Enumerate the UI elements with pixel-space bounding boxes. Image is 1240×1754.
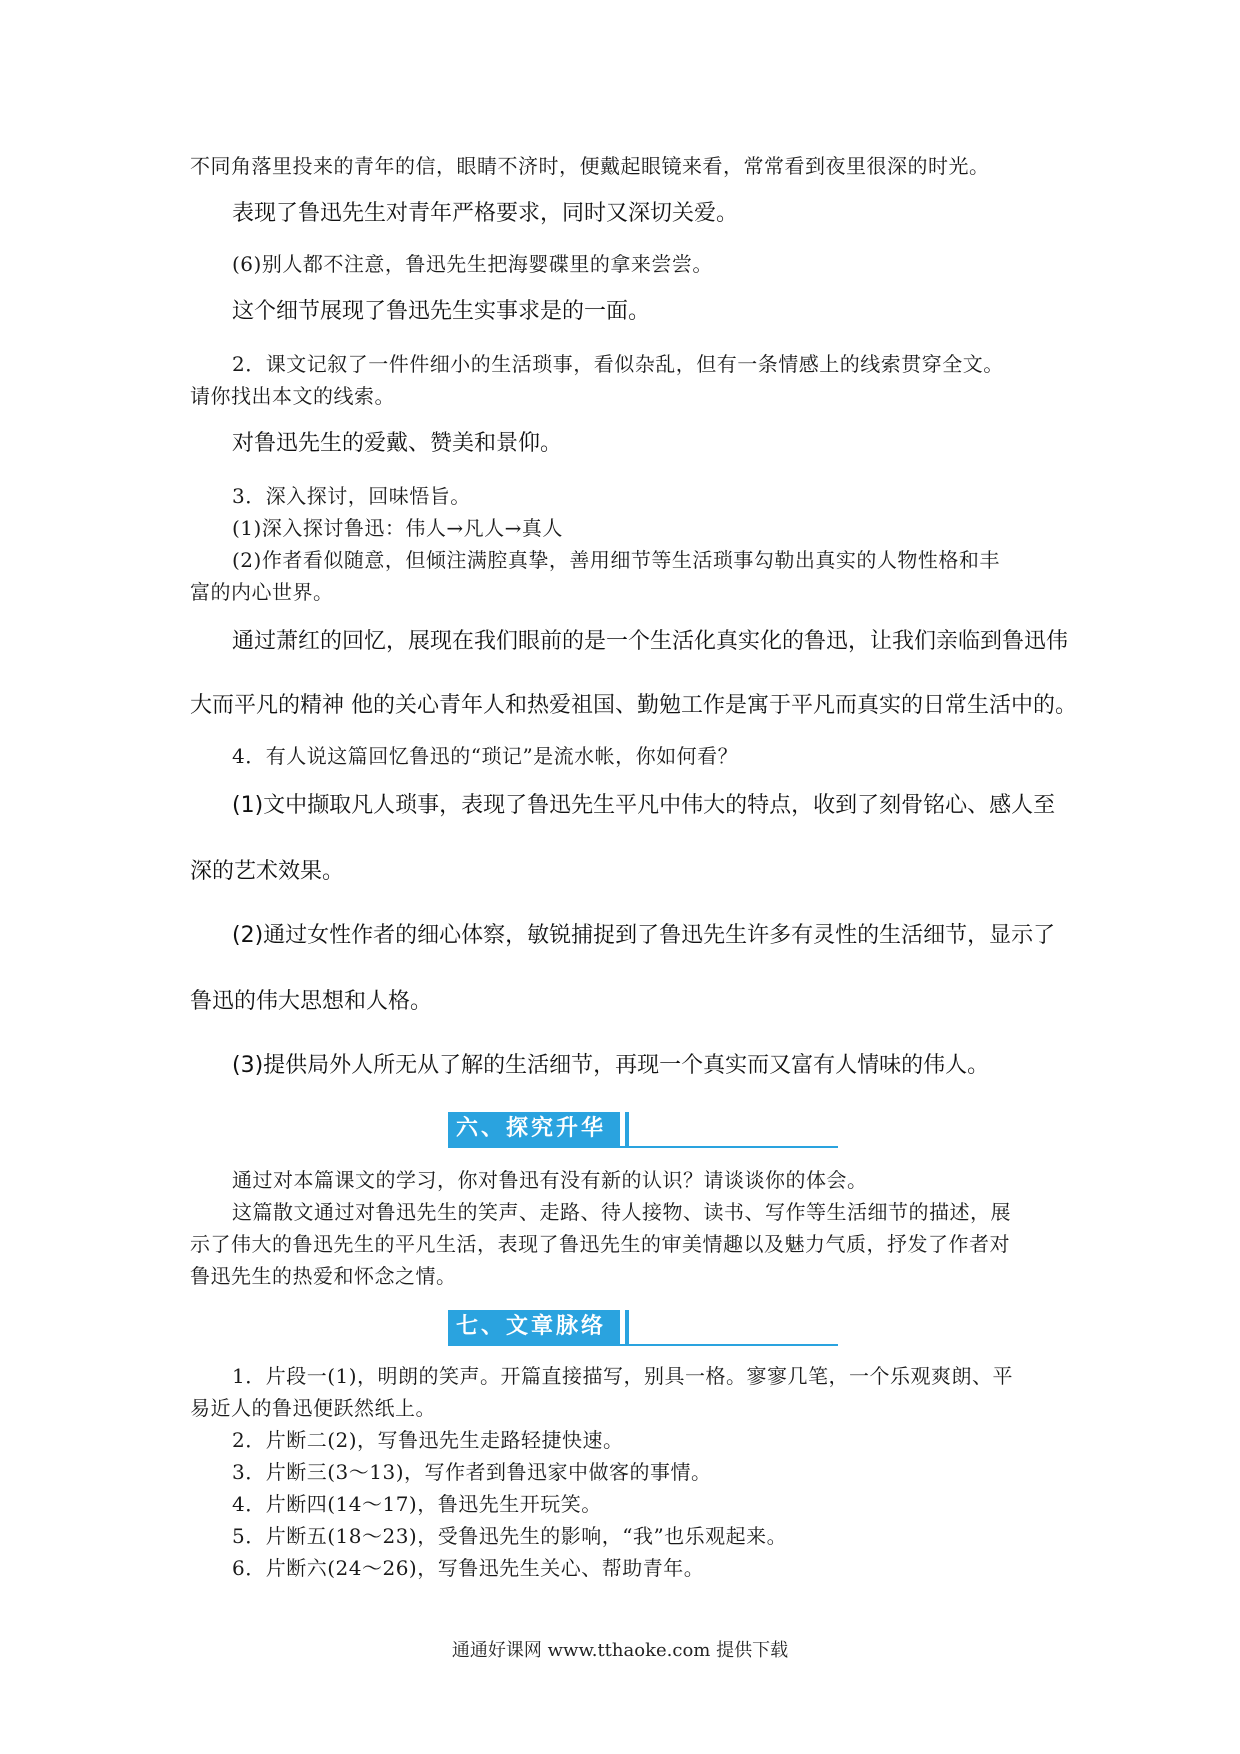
body-text-line: (6)别人都不注意，鲁迅先生把海婴碟里的拿来尝尝。 (232, 252, 713, 276)
body-text-line: 示了伟大的鲁迅先生的平凡生活，表现了鲁迅先生的审美情趣以及魅力气质，抒发了作者对 (190, 1232, 1010, 1256)
answer-text: 鲁迅的伟大思想和人格。 (190, 989, 433, 1014)
section-heading-6 (448, 1112, 838, 1148)
list-item: 6．片断六(24～26)，写鲁迅先生关心、帮助青年。 (232, 1556, 705, 1580)
answer-text: 这个细节展现了鲁迅先生实事求是的一面。 (232, 299, 651, 324)
list-item: 5．片断五(18～23)，受鲁迅先生的影响，“我”也乐观起来。 (232, 1524, 788, 1548)
list-item: 1．片段一(1)，明朗的笑声。开篇直接描写，别具一格。寥寥几笔，一个乐观爽朗、平 (232, 1364, 1014, 1388)
question-text: 4．有人说这篇回忆鲁迅的“琐记”是流水帐，你如何看？ (232, 744, 739, 768)
list-item: 3．片断三(3～13)，写作者到鲁迅家中做客的事情。 (232, 1460, 712, 1484)
body-text-line: 富的内心世界。 (190, 580, 334, 604)
answer-text: 深的艺术效果。 (190, 859, 345, 884)
list-item: 4．片断四(14～17)，鲁迅先生开玩笑。 (232, 1492, 602, 1516)
answer-text: 对鲁迅先生的爱戴、赞美和景仰。 (232, 431, 563, 456)
question-text: 3．深入探讨，回味悟旨。 (232, 484, 471, 508)
body-text-line: 不同角落里投来的青年的信，眼睛不济时，便戴起眼镜来看，常常看到夜里很深的时光。 (190, 154, 990, 178)
answer-text: 通过萧红的回忆，展现在我们眼前的是一个生活化真实化的鲁迅，让我们亲临到鲁迅伟 (232, 629, 1069, 654)
answer-text: (2)通过女性作者的细心体察，敏锐捕捉到了鲁迅先生许多有灵性的生活细节，显示了 (232, 923, 1056, 948)
section-heading-label: 七、文章脉络 (448, 1310, 625, 1344)
body-text-line: (2)作者看似随意，但倾注满腔真挚，善用细节等生活琐事勾勒出真实的人物性格和丰 (232, 548, 1000, 572)
body-text-line: 这篇散文通过对鲁迅先生的笑声、走路、待人接物、读书、写作等生活细节的描述，展 (232, 1200, 1011, 1224)
section-heading-label: 六、探究升华 (448, 1112, 625, 1146)
answer-text: 大而平凡的精神 他的关心青年人和热爱祖国、勤勉工作是寓于平凡而真实的日常生活中的。 (190, 693, 1077, 718)
question-text: 2．课文记叙了一件件细小的生活琐事，看似杂乱，但有一条情感上的线索贯穿全文。 (232, 352, 1004, 376)
answer-text: (1)文中撷取凡人琐事，表现了鲁迅先生平凡中伟大的特点，收到了刻骨铭心、感人至 (232, 793, 1056, 818)
list-item: 易近人的鲁迅便跃然纸上。 (190, 1396, 436, 1420)
question-text: 通过对本篇课文的学习，你对鲁迅有没有新的认识？请谈谈你的体会。 (232, 1168, 868, 1192)
section-heading-rule (448, 1344, 838, 1346)
question-text: 请你找出本文的线索。 (190, 384, 395, 408)
answer-text: 表现了鲁迅先生对青年严格要求，同时又深切关爱。 (232, 201, 739, 226)
list-item: 2．片断二(2)，写鲁迅先生走路轻捷快速。 (232, 1428, 624, 1452)
answer-text: (3)提供局外人所无从了解的生活细节，再现一个真实而又富有人情味的伟人。 (232, 1053, 990, 1078)
body-text-line: 鲁迅先生的热爱和怀念之情。 (190, 1264, 457, 1288)
section-heading-7 (448, 1310, 838, 1346)
body-text-line: (1)深入探讨鲁迅：伟人→凡人→真人 (232, 516, 563, 540)
page-footer: 通通好课网 www.tthaoke.com 提供下载 (451, 1640, 789, 1661)
section-heading-rule (448, 1146, 838, 1148)
